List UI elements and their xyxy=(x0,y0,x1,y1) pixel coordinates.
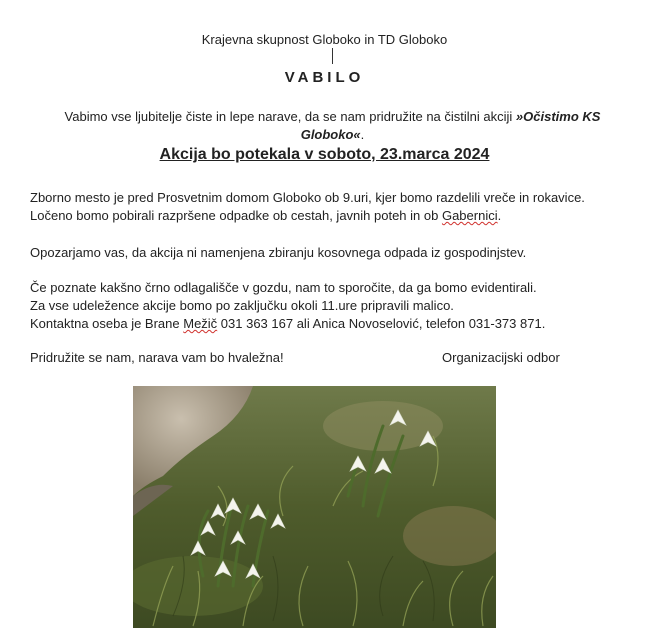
contact-phones: 031 363 167 ali Anica Novoselović, telefon 031-373 871. xyxy=(217,316,546,331)
closing-line: Pridružite se nam, narava vam bo hvaležna! xyxy=(30,350,284,365)
intro-text: Vabimo vse ljubitelje čiste in lepe narave, da se nam pridružite na čistilni akciji xyxy=(64,109,516,124)
paragraph-meeting-point xyxy=(30,189,636,225)
event-headline: Akcija bo potekala v soboto, 23.marca 2024 xyxy=(159,146,490,163)
snack-line: Za vse udeležence akcije bomo po zaključku okoli 11.ure pripravili malico. xyxy=(30,298,454,313)
contact-surname: Mežič xyxy=(183,316,218,331)
collection-end: . xyxy=(497,208,502,223)
snowdrops-photo xyxy=(133,386,496,628)
collection-text: Ločeno bomo pobirali razpršene odpadke ob cestah, javnih poteh in ob xyxy=(30,208,442,223)
intro-paragraph xyxy=(40,108,625,144)
contact-text: Kontaktna oseba je Brane xyxy=(30,316,184,331)
gabernica-word: Gabernici xyxy=(441,208,498,223)
intro-end: . xyxy=(360,127,365,142)
collection-line xyxy=(30,207,636,225)
paragraph-warning: Opozarjamo vas, da akcija ni namenjena zbiranju kosovnega odpada iz gospodinjstev. xyxy=(30,245,527,260)
dumpsite-line: Če poznate kakšno črno odlagališče v gozdu, nam to sporočite, da ga bomo evidentirali. xyxy=(30,280,537,295)
meeting-point-line: Zborno mesto je pred Prosvetnim domom Globoko ob 9.uri, kjer bomo razdelili vreče in rokavice. xyxy=(30,190,585,205)
signature: Organizacijski odbor xyxy=(442,350,560,365)
contact-line xyxy=(30,315,636,333)
campaign-name: »Očistimo KS Globoko« xyxy=(300,109,601,142)
organizer-line: Krajevna skupnost Globoko in TD Globoko xyxy=(201,32,448,47)
text-cursor xyxy=(332,48,333,64)
paragraph-contact xyxy=(30,279,636,333)
document-title: VABILO xyxy=(284,69,365,86)
